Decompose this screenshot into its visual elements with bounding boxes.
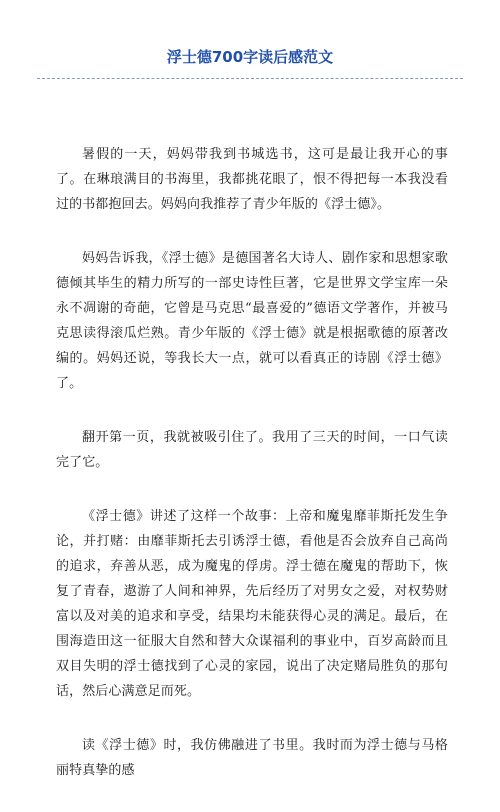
paragraph-1: 暑假的一天，妈妈带我到书城选书，这可是最让我开心的事了。在琳琅满目的书海里，我都挑花眼了，恨不得把每一本我没看过的书都抱回去。妈妈向我推荐了青少年版的《浮士德》。 bbox=[56, 147, 448, 212]
document-body bbox=[56, 142, 448, 812]
paragraph-5: 读《浮士德》时，我仿佛融进了书里。我时而为浮士德与马格丽特真挚的感 bbox=[56, 738, 448, 778]
paragraph-4: 《浮士德》讲述了这样一个故事：上帝和魔鬼靡菲斯托发生争论，并打赌：由靡菲斯托去引诱浮士德，看他是否会放弃自己高尚的追求，弃善从恶，成为魔鬼的俘虏。浮士德在魔鬼的帮助下，恢复了青春，遨游了人间和神界，先后经历了对男女之爱，对权势财富以及对美的追求和享受，结果均未能获得心灵的满足。最后，在围海造田这一征服大自然和替大众谋福利的事业中，百岁高龄而且双目失明的浮士德找到了心灵的家园，说出了决定赌局胜负的那句话，然后心满意足而死。 bbox=[56, 509, 448, 699]
document-title: 浮士德700字读后感范文 bbox=[166, 48, 334, 66]
paragraph-3: 翻开第一页，我就被吸引住了。我用了三天的时间，一口气读完了它。 bbox=[56, 430, 448, 470]
paragraph-2: 妈妈告诉我，《浮士德》是德国著名大诗人、剧作家和思想家歌德倾其毕生的精力所写的一部史诗性巨著，它是世界文学宝库一朵永不凋谢的奇葩，它曾是马克思“最喜爱的”德语文学著作，并被马克思读得滚瓜烂熟。青少年版的《浮士德》就是根据歌德的原著改编的。妈妈还说，等我长大一点，就可以看真正的诗剧《浮士德》了。 bbox=[56, 251, 448, 391]
title-divider bbox=[37, 78, 463, 79]
